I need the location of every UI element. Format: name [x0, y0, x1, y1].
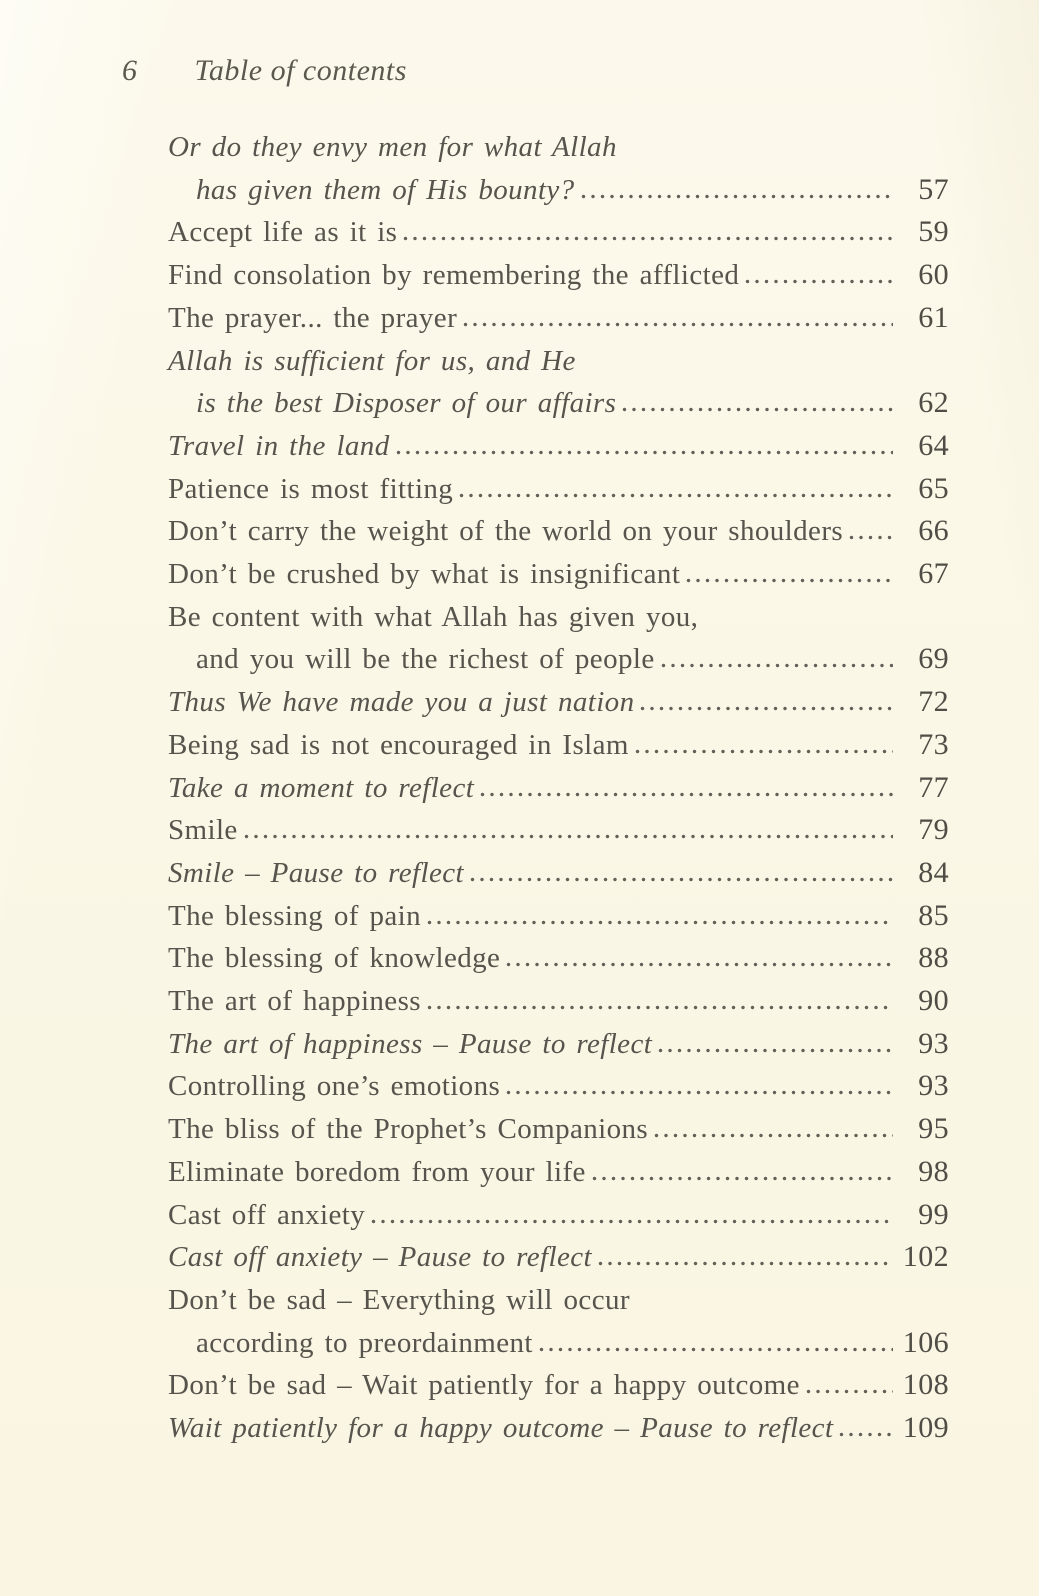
dot-leader [480, 792, 893, 797]
toc-line [168, 1023, 949, 1066]
toc-entry [168, 980, 949, 1023]
toc-entry-title: is the best Disposer of our affairs [196, 387, 617, 420]
toc-line [168, 1151, 949, 1194]
toc-line [168, 382, 949, 425]
toc-line [168, 297, 949, 340]
toc-entry [168, 596, 949, 681]
dot-leader [686, 578, 893, 583]
toc-entry-title: The prayer... the prayer [168, 301, 458, 334]
toc-entry-title: Thus We have made you a just nation [168, 686, 635, 719]
toc-entry-page-number: 98 [918, 1154, 949, 1188]
dot-leader [640, 706, 893, 711]
toc-entry [168, 767, 949, 810]
toc-line [168, 809, 949, 852]
toc-entry-page-number: 88 [918, 941, 949, 975]
toc-line [168, 1322, 949, 1365]
running-head-title: Table of contents [194, 54, 407, 87]
dot-leader [622, 407, 893, 412]
toc-entry-title: Eliminate boredom from your life [168, 1155, 586, 1188]
toc-entry [168, 1407, 949, 1450]
toc-entry-page-number: 109 [902, 1411, 949, 1445]
toc-entry-page-number: 84 [918, 855, 949, 889]
toc-line [168, 510, 949, 553]
toc-entry-page-number: 60 [918, 258, 949, 292]
toc-entry-title: Cast off anxiety – Pause to reflect [168, 1241, 592, 1274]
dot-leader [539, 1347, 893, 1352]
toc-entry-page-number: 67 [918, 557, 949, 591]
toc-entry [168, 297, 949, 340]
toc-line [168, 169, 949, 212]
toc-entry [168, 211, 949, 254]
toc-entry [168, 1023, 949, 1066]
toc-entry-title: Allah is sufficient for us, and He [168, 344, 576, 377]
dot-leader [839, 1432, 893, 1437]
toc-entry [168, 1364, 949, 1407]
toc-line [168, 425, 949, 468]
toc-entry [168, 553, 949, 596]
dot-leader [658, 1048, 893, 1053]
toc-entry-page-number: 65 [918, 471, 949, 505]
folio-page-number: 6 [122, 54, 138, 87]
toc-entry-page-number: 77 [918, 770, 949, 804]
toc-entry-title: Smile – Pause to reflect [168, 856, 464, 889]
toc-entry-page-number: 62 [918, 386, 949, 420]
toc-entry-title: and you will be the richest of people [196, 643, 655, 676]
dot-leader [654, 1133, 893, 1138]
toc-entry-title: Patience is most fitting [168, 472, 454, 505]
toc-entry-page-number: 95 [918, 1112, 949, 1146]
toc-line [168, 596, 949, 639]
toc-entry [168, 724, 949, 767]
table-of-contents [168, 126, 949, 1450]
toc-entry-title: Find consolation by remembering the afflicted [168, 259, 740, 292]
toc-entry [168, 254, 949, 297]
dot-leader [427, 1005, 893, 1010]
toc-line [168, 724, 949, 767]
toc-entry-title: The art of happiness – Pause to reflect [168, 1027, 653, 1060]
toc-line [168, 1065, 949, 1108]
dot-leader [661, 663, 893, 668]
toc-line [168, 126, 949, 169]
toc-entry [168, 895, 949, 938]
toc-entry-page-number: 64 [918, 428, 949, 462]
toc-line [168, 1364, 949, 1407]
toc-entry-title: Don’t be sad – Wait patiently for a happy outcome [168, 1369, 800, 1402]
toc-entry [168, 1151, 949, 1194]
toc-line [168, 767, 949, 810]
dot-leader [396, 450, 893, 455]
toc-line [168, 1279, 949, 1322]
toc-line [168, 553, 949, 596]
toc-entry-page-number: 72 [918, 685, 949, 719]
toc-entry [168, 510, 949, 553]
toc-entry-page-number: 66 [918, 514, 949, 548]
toc-entry [168, 468, 949, 511]
toc-entry-page-number: 102 [902, 1240, 949, 1274]
toc-entry-title: according to preordainment [196, 1326, 533, 1359]
dot-leader [244, 834, 893, 839]
toc-entry [168, 340, 949, 425]
toc-line [168, 937, 949, 980]
page-header [122, 54, 407, 88]
toc-entry-title: Or do they envy men for what Allah [168, 131, 617, 163]
dot-leader [598, 1261, 893, 1266]
toc-line [168, 895, 949, 938]
toc-entry-title: Travel in the land [168, 429, 390, 462]
toc-entry-title: Smile [168, 814, 238, 847]
dot-leader [506, 1090, 893, 1095]
dot-leader [459, 493, 893, 498]
dot-leader [806, 1389, 893, 1394]
toc-entry-page-number: 85 [918, 898, 949, 932]
dot-leader [371, 1219, 893, 1224]
toc-entry-page-number: 93 [918, 1069, 949, 1103]
toc-entry-page-number: 73 [918, 727, 949, 761]
toc-entry-page-number: 57 [918, 172, 949, 206]
toc-entry-page-number: 106 [902, 1325, 949, 1359]
toc-entry [168, 681, 949, 724]
toc-line [168, 254, 949, 297]
toc-entry-title: Don’t be crushed by what is insignificant [168, 558, 681, 591]
toc-line [168, 1407, 949, 1450]
toc-line [168, 681, 949, 724]
toc-entry-title: The art of happiness [168, 985, 421, 1018]
toc-entry-title: Don’t carry the weight of the world on your shoulders [168, 515, 844, 548]
dot-leader [463, 322, 893, 327]
toc-entry-page-number: 79 [918, 813, 949, 847]
toc-line [168, 211, 949, 254]
toc-entry-page-number: 59 [918, 215, 949, 249]
toc-entry-title: Cast off anxiety [168, 1198, 366, 1231]
dot-leader [592, 1176, 893, 1181]
toc-line [168, 468, 949, 511]
toc-line [168, 1236, 949, 1279]
toc-entry [168, 1236, 949, 1279]
toc-entry-title: has given them of His bounty? [196, 173, 575, 206]
toc-entry-page-number: 90 [918, 984, 949, 1018]
toc-entry-title: Take a moment to reflect [168, 771, 475, 804]
dot-leader [506, 962, 893, 967]
toc-entry-title: Accept life as it is [168, 216, 398, 249]
toc-entry-page-number: 99 [918, 1197, 949, 1231]
toc-entry-page-number: 69 [918, 642, 949, 676]
toc-line [168, 980, 949, 1023]
toc-entry-title: The blessing of pain [168, 899, 421, 932]
toc-entry-title: The bliss of the Prophet’s Companions [168, 1113, 649, 1146]
toc-entry-title: Controlling one’s emotions [168, 1070, 501, 1103]
toc-line [168, 1194, 949, 1237]
dot-leader [635, 749, 893, 754]
toc-entry [168, 937, 949, 980]
toc-entry [168, 1279, 949, 1364]
toc-entry [168, 126, 949, 211]
toc-entry [168, 852, 949, 895]
toc-entry-page-number: 108 [902, 1368, 949, 1402]
dot-leader [745, 279, 893, 284]
dot-leader [849, 535, 893, 540]
dot-leader [470, 877, 893, 882]
toc-entry-page-number: 61 [918, 300, 949, 334]
toc-entry-title: The blessing of knowledge [168, 942, 501, 975]
toc-entry-page-number: 93 [918, 1026, 949, 1060]
toc-line [168, 638, 949, 681]
toc-entry [168, 1108, 949, 1151]
toc-entry [168, 1065, 949, 1108]
toc-line [168, 340, 949, 383]
toc-entry [168, 809, 949, 852]
toc-entry-title: Wait patiently for a happy outcome – Pause to reflect [168, 1412, 834, 1445]
toc-line [168, 852, 949, 895]
toc-line [168, 1108, 949, 1151]
dot-leader [427, 920, 893, 925]
toc-entry-title: Don’t be sad – Everything will occur [168, 1283, 630, 1316]
toc-entry-title: Being sad is not encouraged in Islam [168, 728, 629, 761]
dot-leader [403, 236, 893, 241]
toc-entry-title: Be content with what Allah has given you, [168, 600, 699, 633]
toc-entry [168, 1194, 949, 1237]
dot-leader [581, 194, 893, 199]
toc-entry [168, 425, 949, 468]
